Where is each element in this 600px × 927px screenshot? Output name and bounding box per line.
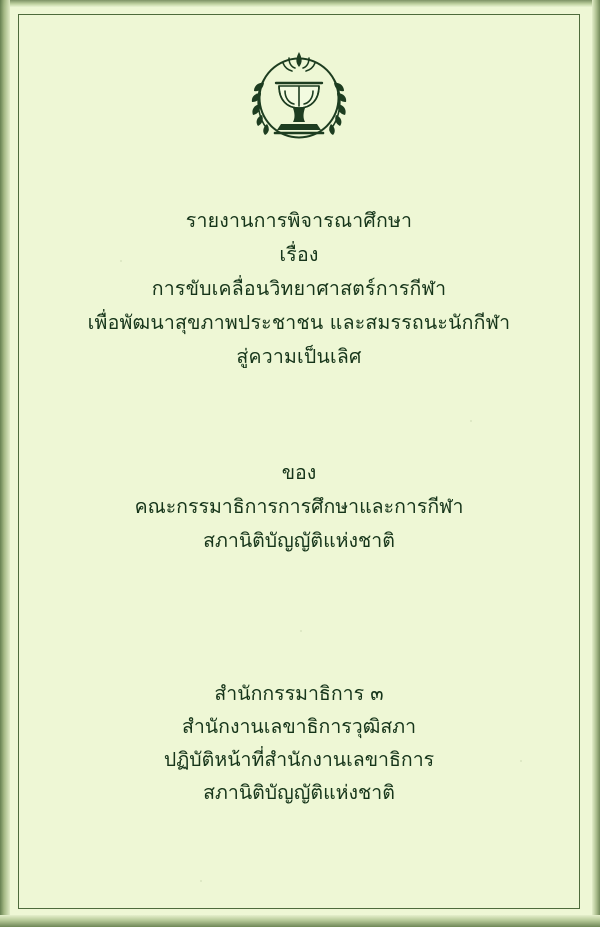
title-line-5: สู่ความเป็นเลิศ [236, 345, 362, 368]
scan-edge-top [0, 0, 600, 7]
title-block [18, 204, 580, 374]
publisher-line-1: สำนักกรรมาธิการ ๓ [214, 682, 384, 705]
paper-speckle [470, 420, 472, 422]
title-line-1: รายงานการพิจารณาศึกษา [185, 209, 413, 232]
publisher-line-3: ปฏิบัติหน้าที่สำนักงานเลขาธิการ [163, 748, 435, 771]
publisher-block [18, 677, 580, 809]
royal-garuda-phan-emblem [235, 34, 363, 162]
title-line-2: เรื่อง [279, 243, 319, 266]
cover-content [18, 14, 580, 909]
committee-name: คณะกรรมาธิการการศึกษาและการกีฬา [134, 495, 464, 518]
publisher-line-4: สภานิติบัญญัติแห่งชาติ [203, 781, 395, 804]
publisher-line-2: สำนักงานเลขาธิการวุฒิสภา [181, 715, 417, 738]
author-label: ของ [281, 461, 317, 484]
scan-edge-bottom [0, 915, 600, 927]
title-line-4: เพื่อพัฒนาสุขภาพประชาชน และสมรรถนะนักกีฬา [87, 311, 511, 334]
paper-speckle [200, 880, 202, 882]
paper-speckle [300, 630, 302, 632]
paper-speckle [120, 260, 122, 262]
paper-speckle [520, 760, 522, 762]
title-line-3: การขับเคลื่อนวิทยาศาสตร์การกีฬา [151, 277, 447, 300]
author-block [18, 456, 580, 558]
scan-edge-left [0, 0, 10, 927]
assembly-name: สภานิติบัญญัติแห่งชาติ [203, 529, 395, 552]
scan-edge-right [592, 0, 600, 927]
